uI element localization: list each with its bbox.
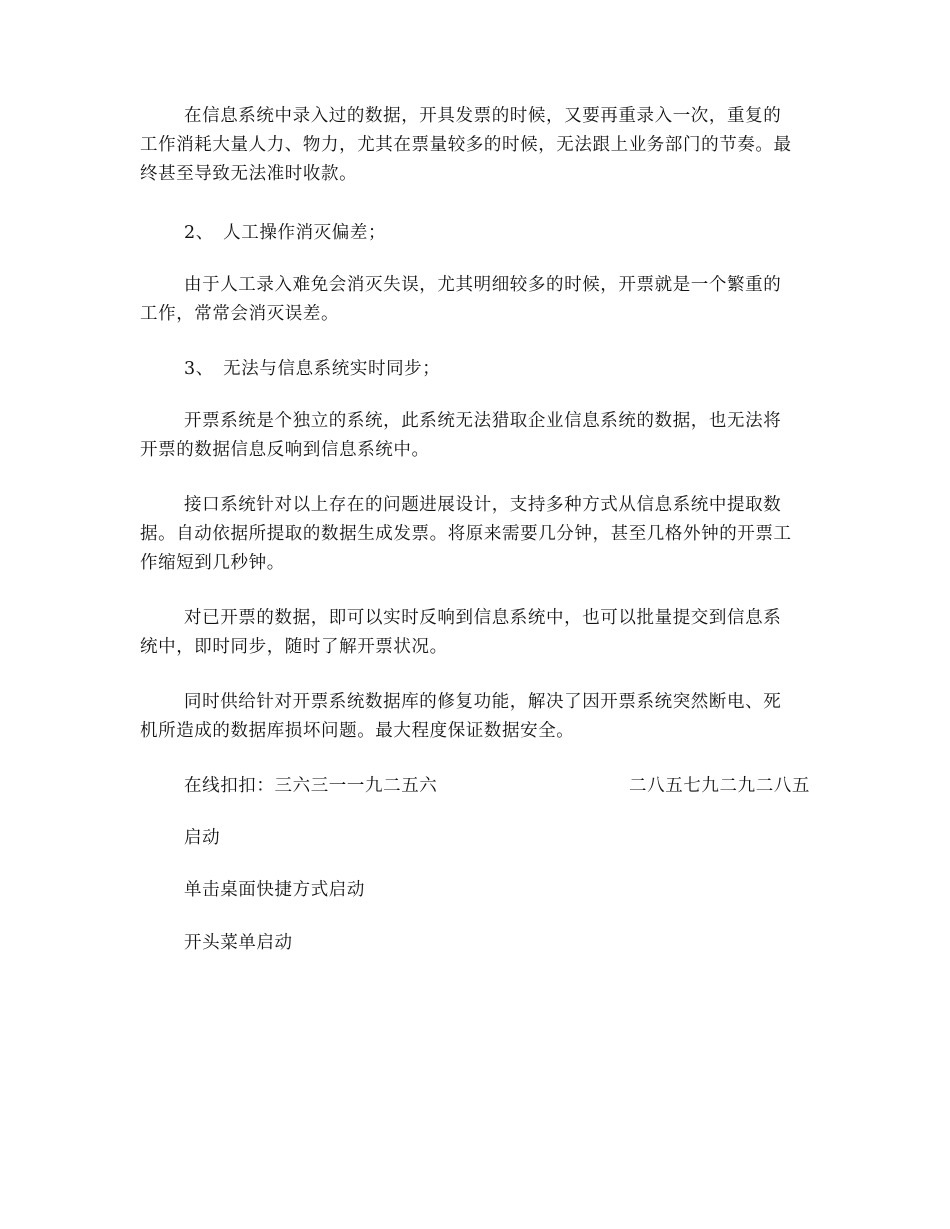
contact-line xyxy=(184,772,810,801)
paragraph-line: 开票的数据信息反响到信息系统中。 xyxy=(140,440,430,460)
paragraph-3 xyxy=(140,407,810,465)
startup-item-desktop xyxy=(140,876,810,905)
paragraph-line: 开票系统是个独立的系统，此系统无法猎取企业信息系统的数据，也无法将 xyxy=(184,411,782,431)
startup-item-start-menu xyxy=(140,929,810,958)
paragraph-line: 机所造成的数据库损坏问题。最大程度保证数据安全。 xyxy=(140,721,575,741)
paragraph-line: 接口系统针对以上存在的问题进展设计，支持多种方式从信息系统中提取数 xyxy=(184,495,782,515)
paragraph-1 xyxy=(140,102,810,189)
paragraph-line: 作缩短到几秒钟。 xyxy=(140,553,285,573)
paragraph-6 xyxy=(140,688,810,746)
contact-qq-left: 在线扣扣：三六三一一九二五六 xyxy=(184,776,438,796)
startup-item-text: 开头菜单启动 xyxy=(184,933,293,953)
startup-heading-text: 启动 xyxy=(184,828,221,848)
paragraph-4 xyxy=(140,491,810,578)
paragraph-line: 工作消耗大量人力、物力，尤其在票量较多的时候，无法跟上业务部门的节奏。最 xyxy=(140,135,792,155)
list-heading-2 xyxy=(140,219,810,248)
paragraph-line: 同时供给针对开票系统数据库的修复功能，解决了因开票系统突然断电、死 xyxy=(184,692,782,712)
paragraph-5 xyxy=(140,604,810,662)
contact-qq-right: 二八五七九二九二八五 xyxy=(629,776,810,796)
paragraph-line: 对已开票的数据，即可以实时反响到信息系统中，也可以批量提交到信息系 xyxy=(184,608,782,628)
paragraph-line: 据。自动依据所提取的数据生成发票。将原来需要几分钟，甚至几格外钟的开票工 xyxy=(140,524,792,544)
list-heading-text: 3、 无法与信息系统实时同步； xyxy=(184,359,441,379)
list-heading-3 xyxy=(140,355,810,384)
list-heading-text: 2、 人工操作消灭偏差； xyxy=(184,223,387,243)
paragraph-2 xyxy=(140,271,810,329)
paragraph-line: 统中，即时同步，随时了解开票状况。 xyxy=(140,637,448,657)
startup-item-text: 单击桌面快捷方式启动 xyxy=(184,880,365,900)
paragraph-line: 由于人工录入难免会消灭失误，尤其明细较多的时候，开票就是一个繁重的 xyxy=(184,275,782,295)
paragraph-line: 工作，常常会消灭误差。 xyxy=(140,304,340,324)
startup-heading xyxy=(140,824,810,853)
paragraph-line: 终甚至导致无法准时收款。 xyxy=(140,164,358,184)
paragraph-line: 在信息系统中录入过的数据，开具发票的时候，又要再重录入一次，重复的 xyxy=(184,106,782,126)
